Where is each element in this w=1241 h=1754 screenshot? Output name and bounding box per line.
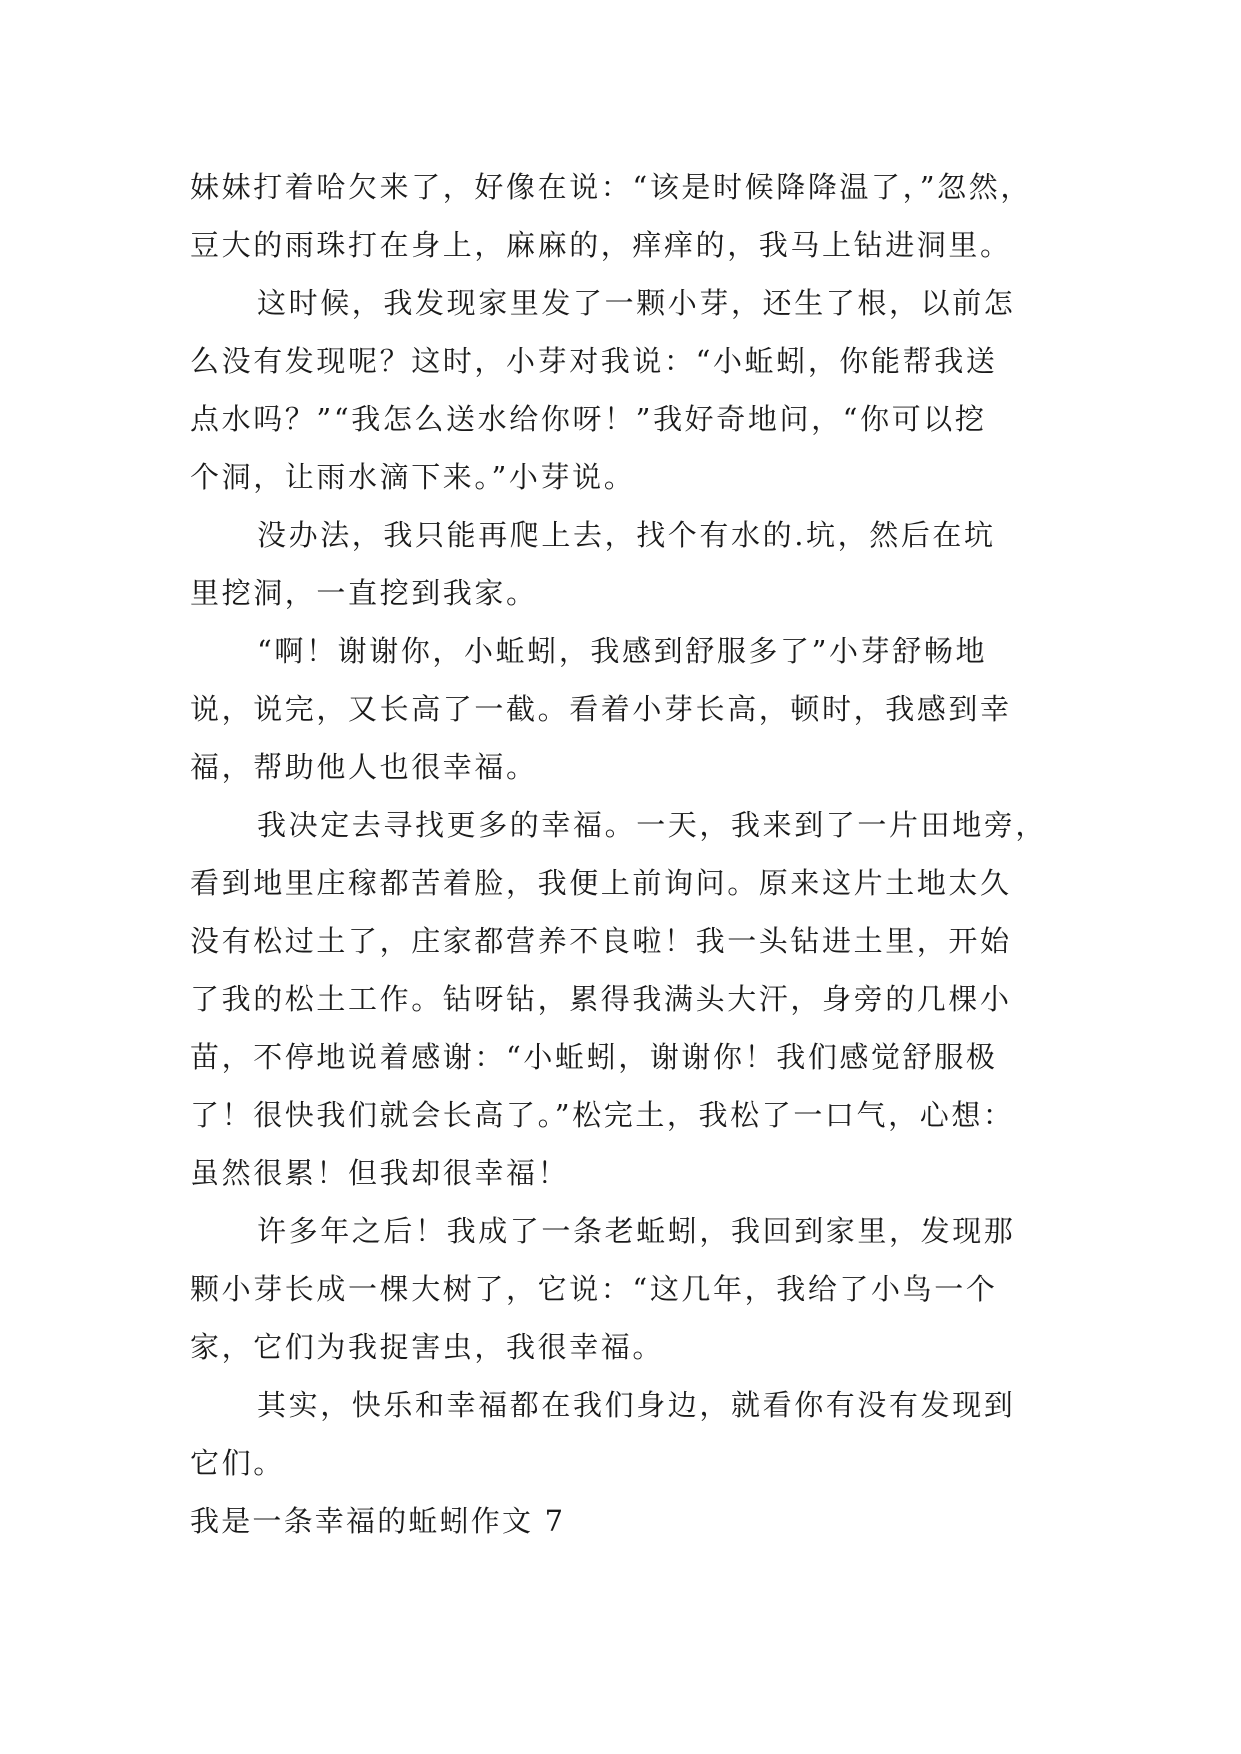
text-line: 虽然很累！但我却很幸福！	[190, 1156, 570, 1190]
text-line: 没办法，我只能再爬上去，找个有水的.坑，然后在坑	[257, 518, 996, 552]
text-line: 么没有发现呢？这时，小芽对我说：“小蚯蚓，你能帮我送	[190, 344, 998, 378]
text-line: 苗，不停地说着感谢：“小蚯蚓，谢谢你！我们感觉舒服极	[190, 1040, 998, 1074]
text-line: 点水吗？”“我怎么送水给你呀！”我好奇地问，“你可以挖	[190, 402, 987, 436]
text-line: 说，说完，又长高了一截。看着小芽长高，顿时，我感到幸	[190, 692, 1012, 726]
text-line: 颗小芽长成一棵大树了，它说：“这几年，我给了小鸟一个	[190, 1272, 998, 1306]
text-line: 福，帮助他人也很幸福。	[190, 750, 538, 784]
text-line: 看到地里庄稼都苦着脸，我便上前询问。原来这片土地太久	[190, 866, 1012, 900]
text-line: 妹妹打着哈欠来了，好像在说：“该是时候降降温了，”忽然，	[190, 170, 1032, 204]
text-line: 这时候，我发现家里发了一颗小芽，还生了根，以前怎	[257, 286, 1016, 320]
text-line: 家，它们为我捉害虫，我很幸福。	[190, 1330, 665, 1364]
article-body	[190, 158, 1070, 1550]
text-line: 其实，快乐和幸福都在我们身边，就看你有没有发现到	[257, 1388, 1016, 1422]
next-article-title: 我是一条幸福的蚯蚓作文 7	[190, 1504, 566, 1538]
text-line: 许多年之后！我成了一条老蚯蚓，我回到家里，发现那	[257, 1214, 1016, 1248]
text-line: 里挖洞，一直挖到我家。	[190, 576, 538, 610]
text-line: “啊！谢谢你，小蚯蚓，我感到舒服多了”小芽舒畅地	[257, 634, 988, 668]
text-line: 我决定去寻找更多的幸福。一天，我来到了一片田地旁，	[257, 808, 1048, 842]
text-line: 它们。	[190, 1446, 285, 1480]
text-line: 了我的松土工作。钻呀钻，累得我满头大汗，身旁的几棵小	[190, 982, 1012, 1016]
text-line: 了！很快我们就会长高了。”松完土，我松了一口气，心想：	[190, 1098, 1015, 1132]
text-line: 没有松过土了，庄家都营养不良啦！我一头钻进土里，开始	[190, 924, 1012, 958]
text-line: 豆大的雨珠打在身上，麻麻的，痒痒的，我马上钻进洞里。	[190, 228, 1012, 262]
text-line: 个洞，让雨水滴下来。”小芽说。	[190, 460, 636, 494]
